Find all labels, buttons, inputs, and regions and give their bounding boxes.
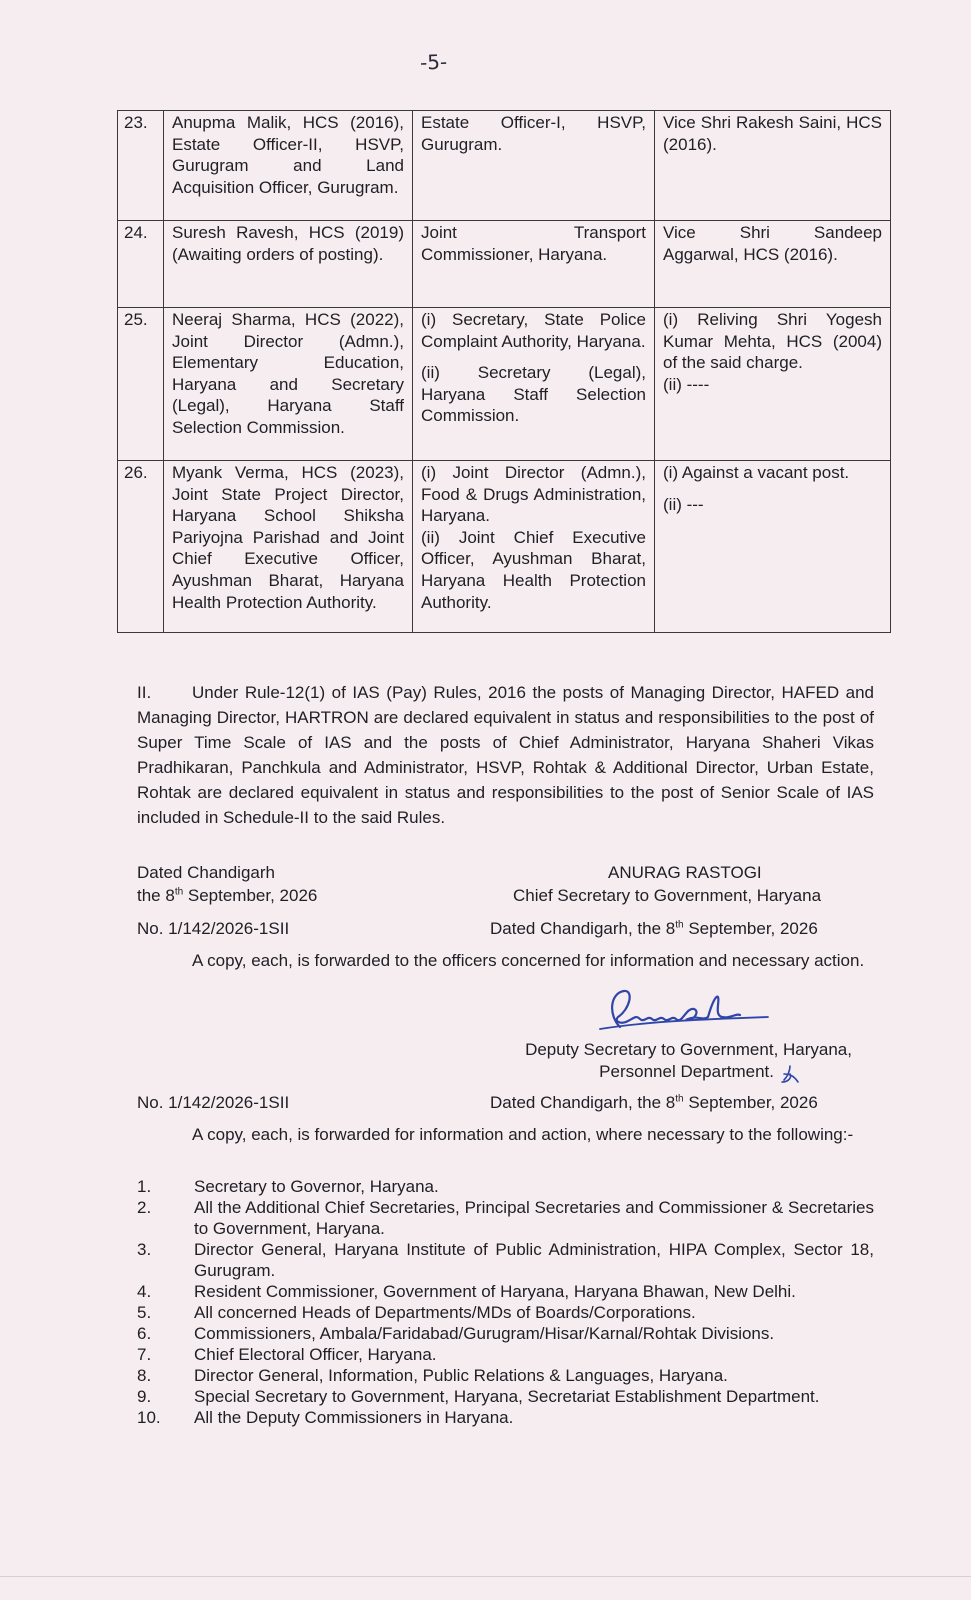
signoff-place: Dated Chandigarh	[137, 863, 275, 882]
endorsement-date: Dated Chandigarh, the 8th September, 2026	[490, 1093, 818, 1112]
roman-numeral: II.	[137, 683, 152, 702]
list-item: 1. Secretary to Governor, Haryana.	[137, 1177, 439, 1196]
table-row	[118, 221, 891, 308]
row-number: 23.	[118, 111, 164, 221]
list-item: 9. Special Secretary to Government, Haryana, Secretariat Establishment Department.	[137, 1387, 820, 1406]
endorsement-number: No. 1/142/2026-1SII	[137, 1093, 290, 1112]
remarks-item: (ii) ---	[663, 494, 704, 514]
list-item: 8. Director General, Information, Public Relations & Languages, Haryana.	[137, 1366, 728, 1385]
remarks-item: (i) Against a vacant post.	[663, 463, 850, 482]
forwarding-text: A copy, each, is forwarded to the officers concerned for information and necessary action.	[192, 951, 865, 970]
list-item: 5. All concerned Heads of Departments/MDs of Boards/Corporations.	[137, 1303, 696, 1322]
signoff-date: the 8th September, 2026	[137, 886, 318, 905]
initials-mark-icon	[778, 1062, 802, 1086]
posted-as-cell	[413, 461, 655, 633]
posted-as-cell	[413, 111, 655, 221]
remarks-cell	[655, 111, 891, 221]
officer-cell: Anupma Malik, HCS (2016), Estate Officer-II, HSVP, Gurugram and Land Acquisition Officer, Gurugram.	[164, 111, 413, 221]
remarks-item: (ii) ----	[663, 374, 710, 394]
posted-as-item: (ii) Joint Chief Executive Officer, Ayushman Bharat, Haryana Health Protection Authority.	[421, 527, 646, 612]
signatory-designation: Chief Secretary to Government, Haryana	[513, 886, 822, 905]
signature-image	[590, 985, 780, 1045]
list-item: 10. All the Deputy Commissioners in Haryana.	[137, 1408, 514, 1427]
list-item: 6. Commissioners, Ambala/Faridabad/Gurugram/Hisar/Karnal/Rohtak Divisions.	[137, 1324, 775, 1343]
officer-cell: Myank Verma, HCS (2023), Joint State Project Director, Haryana School Shiksha Pariyojna Parishad and Joint Chief Executive Officer, Ayushman Bharat, Haryana Health Protection Authority.	[164, 461, 413, 633]
posted-as-item: (ii) Secretary (Legal), Haryana Staff Selection Commission.	[421, 363, 646, 426]
remarks-cell	[655, 461, 891, 633]
paragraph-ii	[137, 680, 874, 830]
department-name: Personnel Department.	[599, 1062, 774, 1081]
row-number: 25.	[118, 308, 164, 461]
row-number: 26.	[118, 461, 164, 633]
officer-cell: Neeraj Sharma, HCS (2022), Joint Director (Admn.), Elementary Education, Haryana and Secretary (Legal), Haryana Staff Selection Commission.	[164, 308, 413, 461]
remarks-cell	[655, 308, 891, 461]
postings-table	[117, 110, 891, 633]
deputy-secretary-designation: Deputy Secretary to Government, Haryana,	[525, 1040, 852, 1059]
posted-as-item: Estate Officer-I, HSVP, Gurugram.	[421, 113, 646, 154]
remarks-item: (i) Reliving Shri Yogesh Kumar Mehta, HCS (2004) of the said charge.	[663, 310, 882, 373]
remarks-item: Vice Shri Sandeep Aggarwal, HCS (2016).	[663, 223, 882, 264]
officer-cell: Suresh Ravesh, HCS (2019) (Awaiting orders of posting).	[164, 221, 413, 308]
remarks-item: Vice Shri Rakesh Saini, HCS (2016).	[663, 113, 882, 154]
endorsement-date: Dated Chandigarh, the 8th September, 2026	[490, 919, 818, 938]
posted-as-item: (i) Secretary, State Police Complaint Authority, Haryana.	[421, 310, 646, 351]
distribution-list	[137, 1176, 874, 1428]
endorsement-number: No. 1/142/2026-1SII	[137, 919, 290, 938]
page-number: -5-	[419, 49, 448, 75]
posted-as-item: (i) Joint Director (Admn.), Food & Drugs Administration, Haryana.	[421, 463, 646, 526]
row-number: 24.	[118, 221, 164, 308]
table-row	[118, 461, 891, 633]
table-row	[118, 308, 891, 461]
signatory-name: ANURAG RASTOGI	[608, 863, 762, 882]
posted-as-cell	[413, 308, 655, 461]
forwarding-text: A copy, each, is forwarded for information and action, where necessary to the following:-	[192, 1125, 854, 1144]
paragraph-text: Under Rule-12(1) of IAS (Pay) Rules, 2016 the posts of Managing Director, HAFED and Managing Director, HARTRON are declared equivalent in status and responsibilities to the post of Super Time Scale of IAS and the posts of Chief Administrator, Haryana Shaheri Vikas Pradhikaran, Panchkula and Administrator, HSVP, Rohtak & Additional Director, Urban Estate, Rohtak are declared equivalent in status and responsibilities to the post of Senior Scale of IAS included in Schedule-II to the said Rules.	[137, 683, 874, 827]
list-item: 4. Resident Commissioner, Government of Haryana, Haryana Bhawan, New Delhi.	[137, 1282, 796, 1301]
posted-as-item: Joint Transport Commissioner, Haryana.	[421, 223, 646, 264]
remarks-cell	[655, 221, 891, 308]
list-item: 2. All the Additional Chief Secretaries, Principal Secretaries and Commissioner & Secretaries to Government, Haryana.	[137, 1198, 874, 1238]
table-row	[118, 111, 891, 221]
list-item: 3. Director General, Haryana Institute of Public Administration, HIPA Complex, Sector 18, Gurugram.	[137, 1240, 874, 1280]
list-item: 7. Chief Electoral Officer, Haryana.	[137, 1345, 437, 1364]
posted-as-cell	[413, 221, 655, 308]
page-edge-divider	[0, 1576, 971, 1577]
